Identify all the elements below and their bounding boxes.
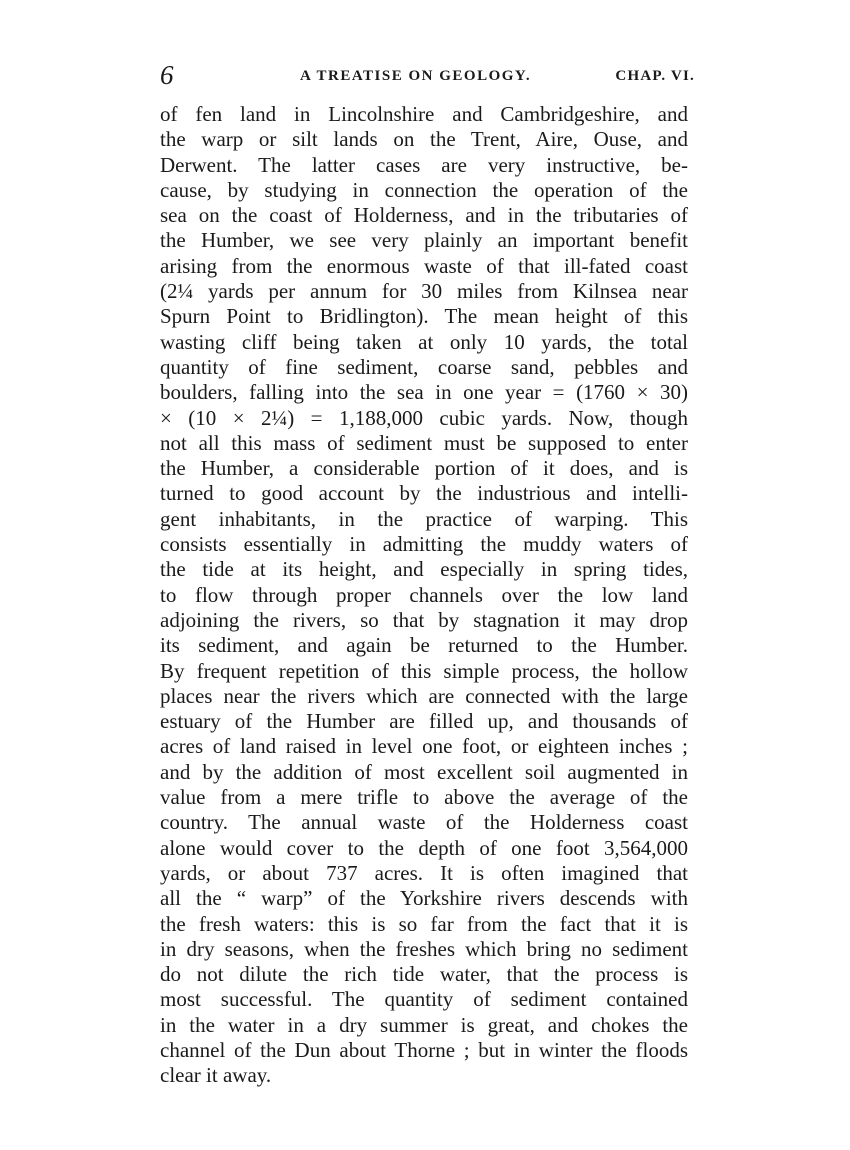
body-paragraph bbox=[160, 102, 688, 1089]
text-line: yards, or about 737 acres. It is often imagined that bbox=[160, 860, 688, 885]
text-line: the Humber, we see very plainly an important benefit bbox=[160, 228, 688, 253]
text-line: arising from the enormous waste of that ill-fated coast bbox=[160, 253, 688, 278]
text-line: most successful. The quantity of sediment contained bbox=[160, 987, 688, 1012]
text-line: in the water in a dry summer is great, and chokes the bbox=[160, 1012, 688, 1037]
text-line: and by the addition of most excellent soil augmented in bbox=[160, 759, 688, 784]
text-line: turned to good account by the industrious and intelli- bbox=[160, 481, 688, 506]
text-line: clear it away. bbox=[160, 1063, 272, 1088]
text-line: the Humber, a considerable portion of it does, and is bbox=[160, 456, 688, 481]
text-line: (2¼ yards per annum for 30 miles from Kilnsea near bbox=[160, 279, 688, 304]
running-title: A TREATISE ON GEOLOGY. bbox=[300, 68, 532, 84]
chapter-label: CHAP. VI. bbox=[615, 68, 695, 84]
text-line: to flow through proper channels over the low land bbox=[160, 582, 688, 607]
text-line: × (10 × 2¼) = 1,188,000 cubic yards. Now, though bbox=[160, 405, 688, 430]
text-line: all the “ warp” of the Yorkshire rivers descends with bbox=[160, 886, 688, 911]
text-line: sea on the coast of Holderness, and in the tributaries of bbox=[160, 203, 688, 228]
text-line: adjoining the rivers, so that by stagnation it may drop bbox=[160, 607, 688, 632]
text-line: value from a mere trifle to above the average of the bbox=[160, 785, 688, 810]
text-line: the fresh waters: this is so far from the fact that it is bbox=[160, 911, 688, 936]
text-line: Spurn Point to Bridlington). The mean height of this bbox=[160, 304, 688, 329]
text-line: wasting cliff being taken at only 10 yards, the total bbox=[160, 329, 688, 354]
text-line: quantity of fine sediment, coarse sand, pebbles and bbox=[160, 354, 688, 379]
text-line: Derwent. The latter cases are very instructive, be- bbox=[160, 152, 688, 177]
text-line: alone would cover to the depth of one foot 3,564,000 bbox=[160, 835, 688, 860]
text-line: do not dilute the rich tide water, that the process is bbox=[160, 962, 688, 987]
text-line: boulders, falling into the sea in one year = (1760 × 30) bbox=[160, 380, 688, 405]
text-line: of fen land in Lincolnshire and Cambridgeshire, and bbox=[160, 102, 688, 126]
text-line: gent inhabitants, in the practice of warping. This bbox=[160, 506, 688, 531]
running-header bbox=[160, 60, 695, 90]
text-line: By frequent repetition of this simple process, the hollow bbox=[160, 658, 688, 683]
page-number: 6 bbox=[160, 60, 174, 90]
text-line: consists essentially in admitting the muddy waters of bbox=[160, 532, 688, 557]
text-line: country. The annual waste of the Holderness coast bbox=[160, 810, 688, 835]
text-line: the tide at its height, and especially in spring tides, bbox=[160, 557, 688, 582]
text-line: channel of the Dun about Thorne ; but in winter the floods bbox=[160, 1037, 688, 1062]
text-line: places near the rivers which are connected with the large bbox=[160, 683, 688, 708]
text-line: not all this mass of sediment must be supposed to enter bbox=[160, 430, 688, 455]
text-line: cause, by studying in connection the operation of the bbox=[160, 177, 688, 202]
text-line: acres of land raised in level one foot, or eighteen inches ; bbox=[160, 734, 688, 759]
text-line: its sediment, and again be returned to the Humber. bbox=[160, 633, 688, 658]
text-line: estuary of the Humber are filled up, and thousands of bbox=[160, 709, 688, 734]
text-line: in dry seasons, when the freshes which bring no sediment bbox=[160, 936, 688, 961]
text-line: the warp or silt lands on the Trent, Aire, Ouse, and bbox=[160, 127, 688, 152]
